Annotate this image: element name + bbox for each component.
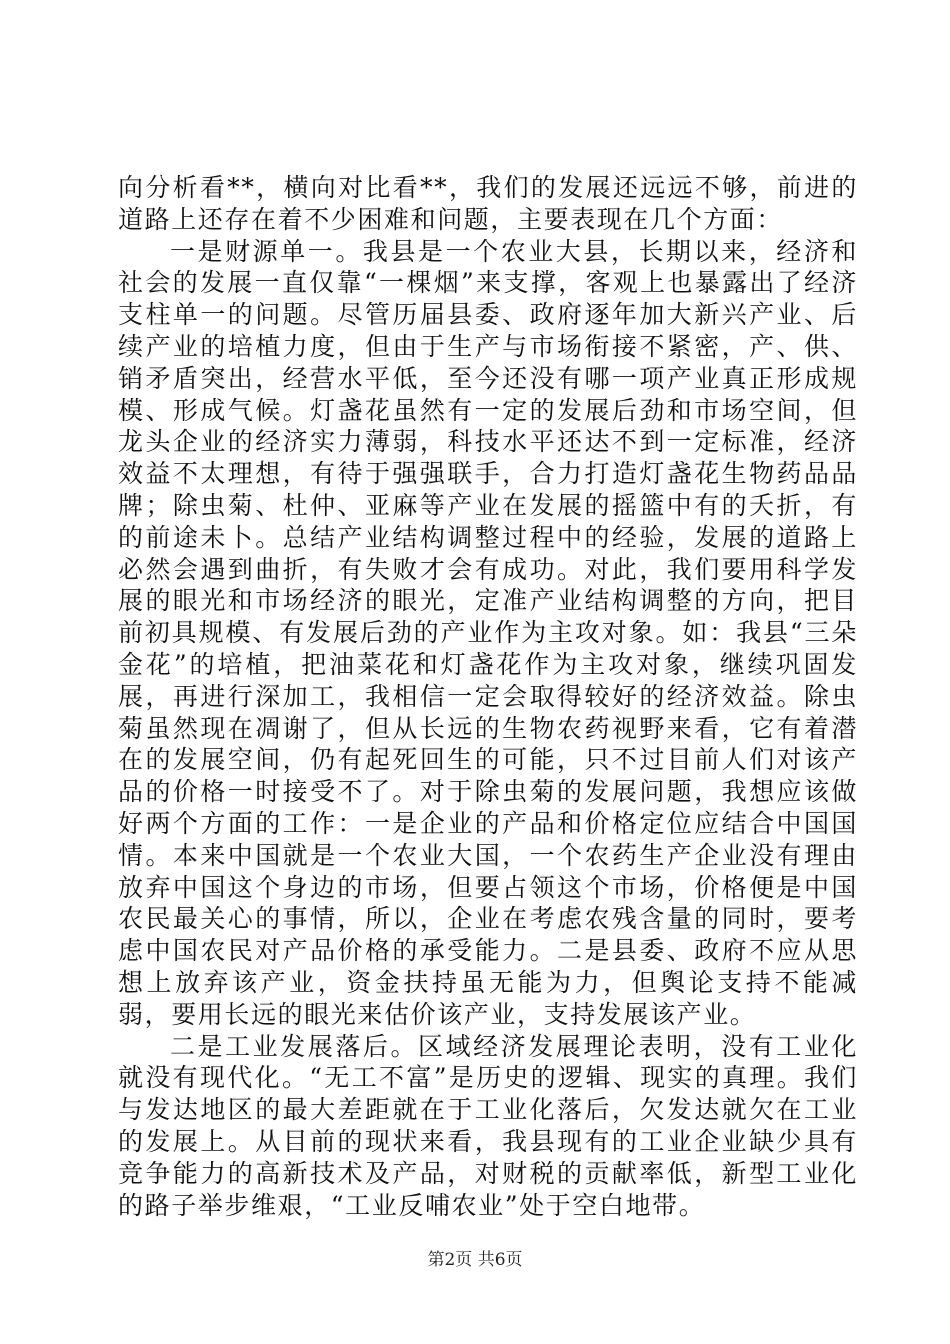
page-number-footer: 第2页 共6页 xyxy=(427,1250,523,1270)
paragraph-single-revenue: 一是财源单一。我县是一个农业大县，长期以来，经济和社会的发展一直仅靠“一棵烟”来支撑，客观上也暴露出了经济支柱单一的问题。尽管历届县委、政府逐年加大新兴产业、后续产业的培植力度，但由于生产与市场衔接不紧密，产、供、销矛盾突出，经营水平低，至今还没有哪一项产业真正形成规模、形成气候。灯盏花虽然有一定的发展后劲和市场空间，但龙头企业的经济实力薄弱，科技水平还达不到一定标准，经济效益不太理想，有待于强强联手，合力打造灯盏花生物药品品牌；除虫菊、杜仲、亚麻等产业在发展的摇篮中有的夭折，有的前途未卜。总结产业结构调整过程中的经验，发展的道路上必然会遇到曲折，有失败才会有成功。对此，我们要用科学发展的眼光和市场经济的眼光，定准产业结构调整的方向，把目前初具规模、有发展后劲的产业作为主攻对象。如：我县“三朵金花”的培植，把油菜花和灯盏花作为主攻对象，继续巩固发展，再进行深加工，我相信一定会取得较好的经济效益。除虫菊虽然现在凋谢了，但从长远的生物农药视野来看，它有着潜在的发展空间，仍有起死回生的可能，只不过目前人们对该产品的价格一时接受不了。对于除虫菊的发展问题，我想应该做好两个方面的工作：一是企业的产品和价格定位应结合中国国情。本来中国就是一个农业大国，一个农药生产企业没有理由放弃中国这个身边的市场，但要占领这个市场，价格便是中国农民最关心的事情，所以，企业在考虑农残含量的同时，要考虑中国农民对产品价格的承受能力。二是县委、政府不应从思想上放弃该产业，资金扶持虽无能为力，但舆论支持不能减弱，要用长远的眼光来估价该产业，支持发展该产业。 xyxy=(118,236,858,1029)
paragraph-intro: 向分析看**，横向对比看**，我们的发展还远远不够，前进的道路上还存在着不少困难和问题，主要表现在几个方面： xyxy=(118,173,858,234)
document-body xyxy=(118,172,858,1221)
paragraph-industry-lagging: 二是工业发展落后。区域经济发展理论表明，没有工业化就没有现代化。“无工不富”是历史的逻辑、现实的真理。我们与发达地区的最大差距就在于工业化落后，欠发达就欠在工业的发展上。从目前的现状来看，我县现有的工业企业缺少具有竞争能力的高新技术及产品，对财税的贡献率低，新型工业化的路子举步维艰，“工业反哺农业”处于空白地带。 xyxy=(118,1031,858,1220)
